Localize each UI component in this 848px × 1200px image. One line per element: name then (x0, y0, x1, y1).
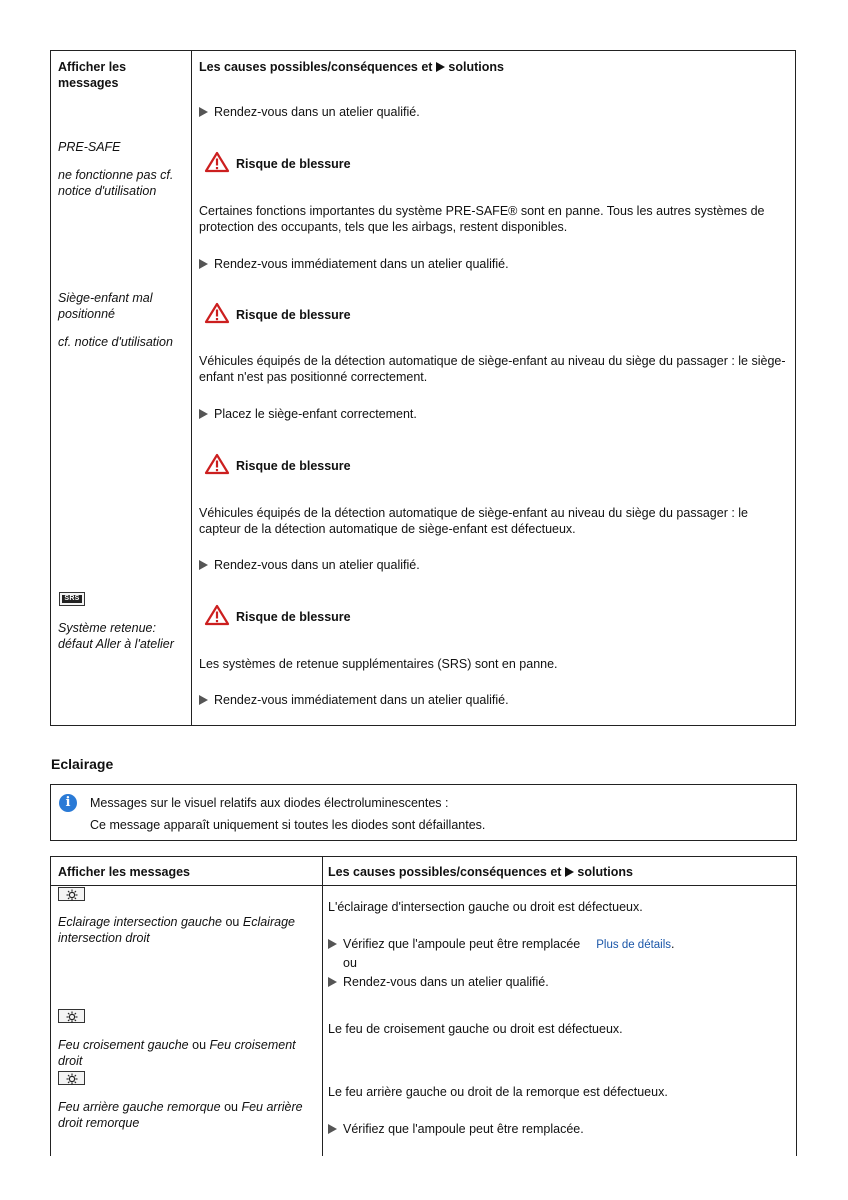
play-arrow-icon (328, 939, 337, 949)
action-row: Placez le siège-enfant correctement. (199, 406, 417, 422)
cause-text-child-sensor: Véhicules équipés de la détection automatique de siège-enfant au niveau du siège du passager : le capteur de la détection automatique de siège-enfant est défectueux. (199, 506, 748, 536)
cause-text-srs: Les systèmes de retenue supplémentaires (SRS) sont en panne. (199, 657, 558, 671)
action-row: Rendez-vous dans un atelier qualifié. (199, 104, 420, 120)
action-row: Rendez-vous dans un atelier qualifié. (328, 974, 549, 990)
message-presafe-desc: ne fonctionne pas cf. notice d'utilisation (58, 168, 174, 198)
header-causes-solutions: Les causes possibles/conséquences et solutions (328, 865, 633, 879)
play-arrow-icon (436, 62, 445, 72)
more-details-link[interactable]: Plus de détails (596, 939, 672, 951)
header-display-messages: Afficher les messages (58, 60, 127, 90)
play-arrow-icon (199, 695, 208, 705)
warning-triangle-icon (204, 604, 230, 626)
message-trailer-tail-light: Feu arrière gauche remorque ou Feu arrière droit remorque (58, 1100, 303, 1130)
cause-text-trailer: Le feu arrière gauche ou droit de la remorque est défectueux. (328, 1085, 668, 1099)
header-causes-solutions: Les causes possibles/conséquences et solutions (199, 60, 504, 74)
play-arrow-icon (328, 977, 337, 987)
fault-table-lighting (50, 856, 797, 1156)
play-arrow-icon (199, 409, 208, 419)
play-arrow-icon (328, 1124, 337, 1134)
warning-label: Risque de blessure (236, 308, 351, 322)
header-divider (51, 885, 796, 886)
message-srs-desc: Système retenue: défaut Aller à l'atelier (58, 621, 174, 651)
action-row: Vérifiez que l'ampoule peut être remplacée Plus de détails. (328, 936, 675, 953)
warning-label: Risque de blessure (236, 459, 351, 473)
header-display-messages: Afficher les messages (58, 865, 191, 879)
message-cornering-light: Eclairage intersection gauche ou Eclairage intersection droit (58, 915, 295, 945)
column-divider (191, 51, 192, 725)
warning-label: Risque de blessure (236, 157, 351, 171)
warning-triangle-icon (204, 151, 230, 173)
message-child-seat-title: Siège-enfant mal positionné (58, 291, 153, 321)
cause-text-cornering: L'éclairage d'intersection gauche ou droit est défectueux. (328, 900, 643, 914)
lamp-fault-icon (58, 887, 85, 901)
info-icon: i (59, 794, 77, 812)
warning-triangle-icon (204, 453, 230, 475)
cause-text-low-beam: Le feu de croisement gauche ou droit est défectueux. (328, 1022, 623, 1036)
info-box (50, 784, 797, 841)
info-line-1: Messages sur le visuel relatifs aux diodes électroluminescentes : (90, 796, 449, 810)
message-low-beam: Feu croisement gauche ou Feu croisement droit (58, 1038, 296, 1068)
message-child-seat-note: cf. notice d'utilisation (58, 335, 173, 349)
cause-text-child-seat: Véhicules équipés de la détection automatique de siège-enfant au niveau du siège du passager : le siège-enfant n'est pas positionné correctement. (199, 354, 786, 384)
fault-table-restraint (50, 50, 796, 726)
action-row: Vérifiez que l'ampoule peut être remplacée. (328, 1121, 584, 1137)
warning-label: Risque de blessure (236, 610, 351, 624)
lamp-fault-icon (58, 1071, 85, 1085)
play-arrow-icon (565, 867, 574, 877)
play-arrow-icon (199, 560, 208, 570)
column-divider (322, 857, 323, 1156)
play-arrow-icon (199, 259, 208, 269)
warning-triangle-icon (204, 302, 230, 324)
cause-text-presafe: Certaines fonctions importantes du système PRE-SAFE® sont en panne. Tous les autres systèmes de protection des occupants, tels que les airbags, restent disponibles. (199, 204, 765, 234)
srs-badge-icon: SRS (59, 592, 85, 606)
play-arrow-icon (199, 107, 208, 117)
lamp-fault-icon (58, 1009, 85, 1023)
or-label: ou (343, 956, 357, 970)
action-row: Rendez-vous immédiatement dans un atelier qualifié. (199, 256, 509, 272)
section-title-eclairage: Eclairage (51, 756, 114, 772)
action-row: Rendez-vous immédiatement dans un atelier qualifié. (199, 692, 509, 708)
action-row: Rendez-vous dans un atelier qualifié. (199, 557, 420, 573)
info-line-2: Ce message apparaît uniquement si toutes les diodes sont défaillantes. (90, 818, 486, 832)
message-presafe-title: PRE-SAFE (58, 140, 121, 154)
